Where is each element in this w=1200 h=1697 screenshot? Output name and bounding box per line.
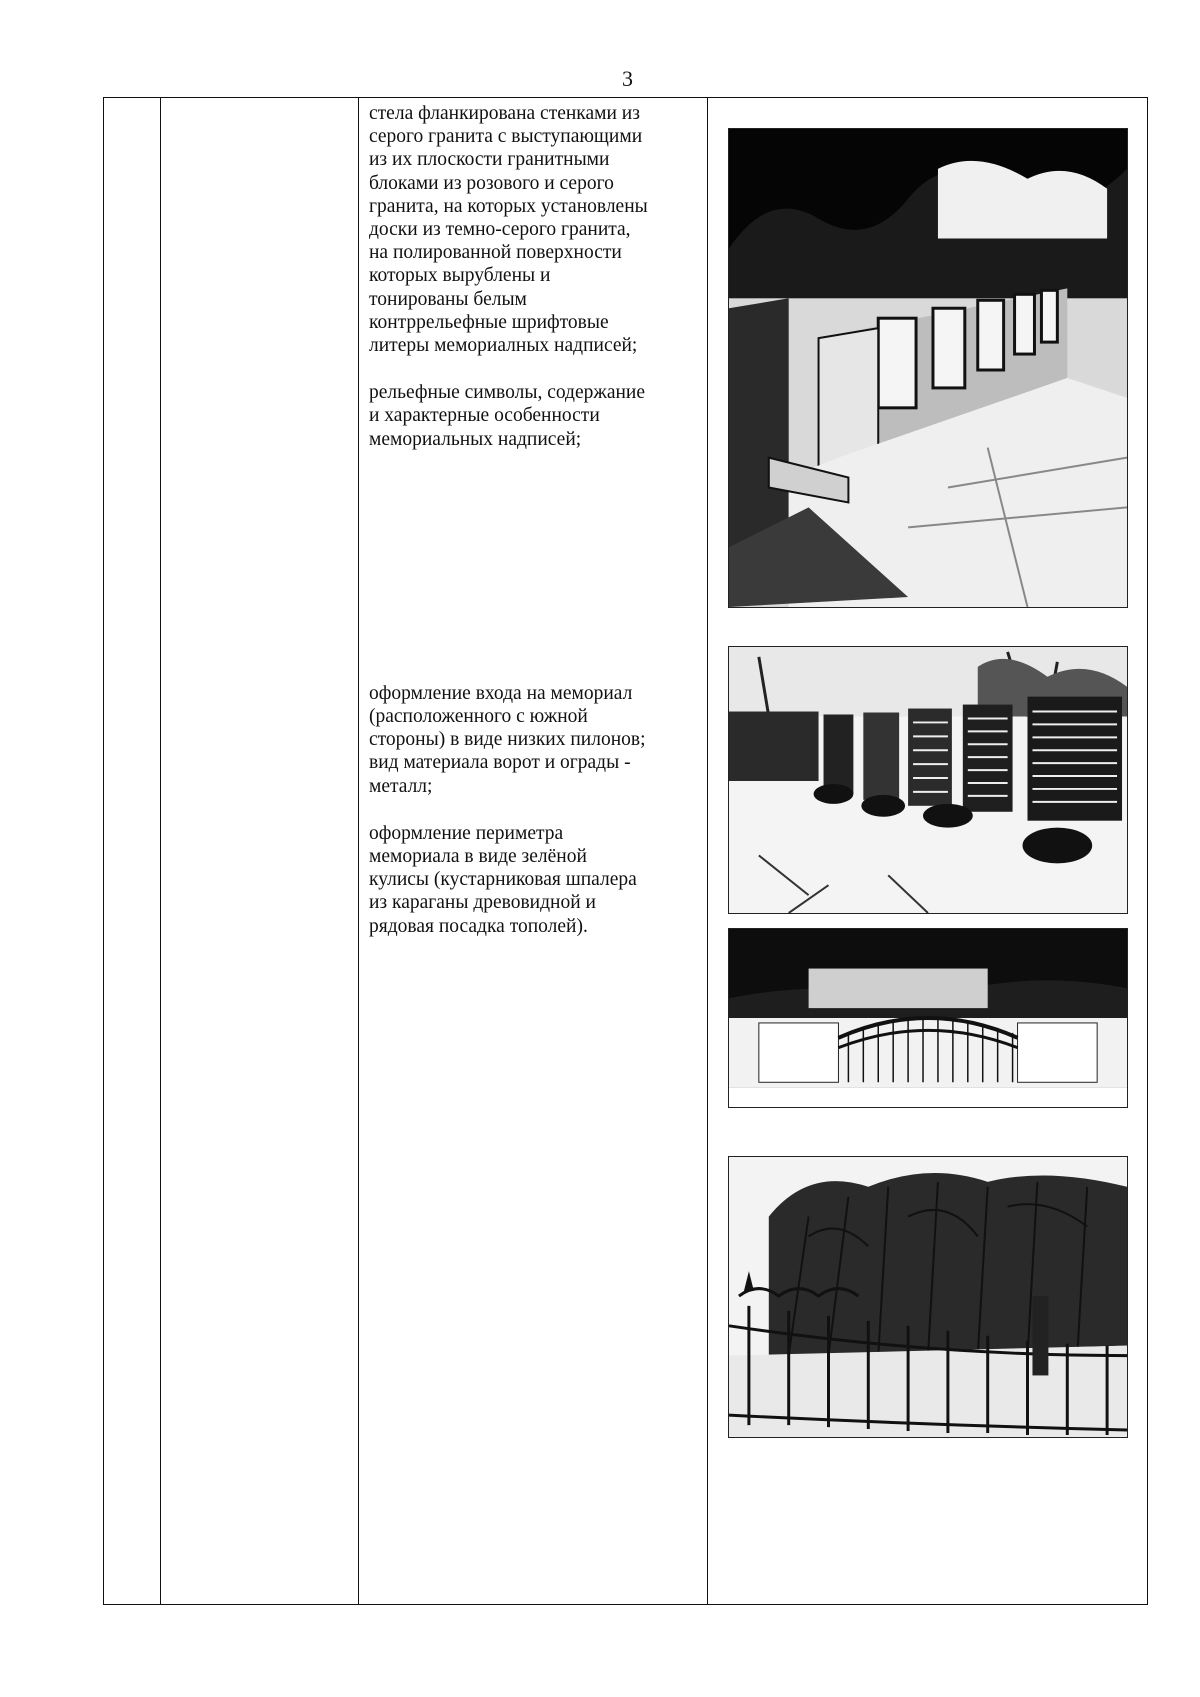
- text-line: оформление периметра: [369, 822, 564, 844]
- text-line: блоками из розового и серого: [369, 172, 614, 194]
- text-line: мемориала в виде зелёной: [369, 846, 587, 868]
- text-line: доски из темно-серого гранита,: [369, 219, 631, 241]
- description-table: [103, 97, 1148, 1605]
- block-relief-symbols: [369, 381, 701, 451]
- hedge-fence-photo: [728, 1156, 1128, 1438]
- text-line: тонированы белым: [369, 288, 527, 310]
- text-line: рельефные символы, содержание: [369, 382, 646, 404]
- memorial-wall-photo: [728, 128, 1128, 608]
- text-line: оформление входа на мемориал: [369, 682, 633, 704]
- text-line: стела фланкирована стенками из: [369, 103, 640, 124]
- text-line: контррельефные шрифтовые: [369, 311, 609, 333]
- text-line: кулисы (кустарниковая шпалера: [369, 869, 637, 891]
- column-divider: [160, 98, 161, 1604]
- page-number: 3: [622, 66, 633, 91]
- text-line: металл;: [369, 775, 433, 797]
- memorial-plaques-photo: [728, 646, 1128, 914]
- text-line: литеры мемориалных надписей;: [369, 335, 638, 357]
- description-column: [369, 102, 701, 938]
- block-stela-walls: [369, 102, 701, 357]
- text-line: стороны) в виде низких пилонов;: [369, 729, 646, 751]
- text-line: гранита, на которых установлены: [369, 195, 648, 217]
- text-line: на полированной поверхности: [369, 242, 622, 264]
- text-line: из караганы древовидной и: [369, 892, 596, 914]
- text-line: которых вырублены и: [369, 265, 551, 287]
- memorial-gate-photo: [728, 928, 1128, 1108]
- block-perimeter: [369, 822, 701, 938]
- text-line: (расположенного с южной: [369, 706, 588, 728]
- column-divider: [358, 98, 359, 1604]
- text-line: вид материала ворот и ограды -: [369, 752, 631, 774]
- text-line: из их плоскости гранитными: [369, 149, 610, 171]
- text-line: и характерные особенности: [369, 405, 600, 427]
- text-line: серого гранита с выступающими: [369, 126, 643, 148]
- text-line: мемориальных надписей;: [369, 428, 582, 450]
- text-line: рядовая посадка тополей).: [369, 915, 588, 937]
- column-divider: [707, 98, 708, 1604]
- block-entrance: [369, 682, 701, 798]
